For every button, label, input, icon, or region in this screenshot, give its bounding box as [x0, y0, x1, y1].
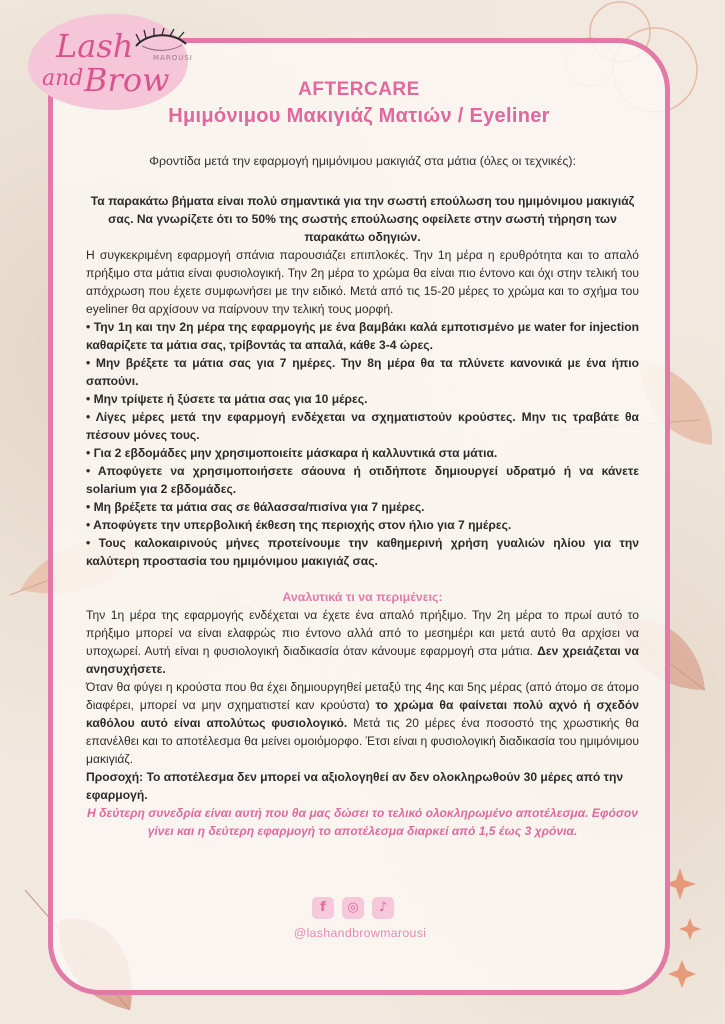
page-subtitle: Ημιμόνιμου Μακιγιάζ Ματιών / Eyeliner [168, 105, 550, 127]
expect-emphasis: Δεν χρειάζεται να ανησυχήσετε. [86, 644, 639, 676]
closing-note: Η δεύτερη συνεδρία είναι αυτή που θα μας δώσει το τελικό ολοκληρωμένο αποτέλεσμα. Εφόσον γίνει και η δεύτερη εφαρμογή το αποτέλεσμα διαρκεί από 1,5 έως 3 χρόνια. [86, 806, 639, 838]
instagram-icon[interactable]: ◎ [342, 897, 364, 919]
info-paragraph: Η συγκεκριμένη εφαρμογή σπάνια παρουσιάζει επιπλοκές. Την 1η μέρα η ερυθρότητα και το απαλό πρήξιμο στα μάτια είναι φυσιολογική. Την 2η μέρα το χρώμα θα είναι πιο έντονο και όχι στην τελική του απόχρωση που έχετε συμφωνήσει με την ειδικό. Μετά από τις 15-20 μέρες το χρώμα και το σχήμα του eyeliner θα αρχίσουν να παίρνουν την τελική τους μορφή. [86, 248, 639, 316]
list-item: • Τους καλοκαιρινούς μήνες προτείνουμε την καθημερινή χρήση γυαλιών ηλίου για την καλύτερη προστασία του ημιμόνιμου μακιγιάζ σας. [86, 536, 639, 568]
logo-text-and: and [42, 66, 84, 91]
list-item: • Για 2 εβδομάδες μην χρησιμοποιείτε μάσκαρα ή καλλυντικά στα μάτια. [86, 446, 498, 460]
section-heading: Αναλυτικά τι να περιμένεις: [282, 590, 443, 604]
expect-paragraph-1 [86, 606, 639, 678]
instructions-body [86, 192, 639, 840]
attention-note: Προσοχή: Το αποτέλεσμα δεν μπορεί να αξιολογηθεί αν δεν ολοκληρωθούν 30 μέρες από την εφαρμογή. [86, 770, 624, 802]
list-item: • Μην βρέξετε τα μάτια σας για 7 ημέρες. Την 8η μέρα θα τα πλύνετε κανονικά με ένα ήπιο σαπούνι. [86, 356, 639, 388]
social-handle: @lashandbrowmarousi [293, 926, 427, 940]
expect-emphasis: το χρώμα θα φαίνεται πολύ αχνό ή σχεδόν καθόλου αυτό είναι απολύτως φυσιολογικό. [86, 698, 639, 730]
lead-paragraph: Τα παρακάτω βήματα είναι πολύ σημαντικά για την σωστή επούλωση του ημιμόνιμου μακιγιάζ σας. Να γνωρίζετε ότι το 50% της σωστής επούλωσης οφείλετε στην σωστή τήρηση των παρακάτω οδηγιών. [90, 194, 635, 244]
list-item: • Μην τρίψετε ή ξύσετε τα μάτια σας για 10 μέρες. [86, 392, 368, 406]
expect-paragraph-2 [86, 678, 639, 768]
list-item: • Λίγες μέρες μετά την εφαρμογή ενδέχεται να σχηματιστούν κρούστες. Μην τις τραβάτε θα πέσουν μόνες τους. [86, 410, 639, 442]
list-item: • Αποφύγετε να χρησιμοποιήσετε σάουνα ή οτιδήποτε δημιουργεί υδρατμό ή να κάνετε solarium για 2 εβδομάδες. [86, 464, 639, 496]
page-title: AFTERCARE [298, 79, 420, 100]
eye-lash-icon [132, 28, 190, 54]
tiktok-icon[interactable]: ♪ [372, 897, 394, 919]
list-item: • Αποφύγετε την υπερβολική έκθεση της περιοχής στον ήλιο για 7 ημέρες. [86, 518, 512, 532]
logo-location: MAROUSI [153, 54, 193, 62]
intro-text: Φροντίδα μετά την εφαρμογή ημιμόνιμου μακιγιάζ στα μάτια (όλες οι τεχνικές): [149, 154, 576, 168]
logo-text-brow: Brow [84, 61, 170, 99]
logo-text-lash: Lash [56, 27, 134, 65]
facebook-icon[interactable]: f [312, 897, 334, 919]
expect-text: Όταν θα φύγει η κρούστα που θα έχει δημιουργηθεί μεταξύ της 4ης και 5ης μέρας (από άτομο σε άτομο διαφέρει, μπορεί να μην σχηματιστεί καν κρούστα) [86, 680, 639, 712]
list-item: • Μη βρέξετε τα μάτια σας σε θάλασσα/πισίνα για 7 ημέρες. [86, 500, 425, 514]
list-item: • Την 1η και την 2η μέρα της εφαρμογής με ένα βαμβάκι καλά εμποτισμένο με water for injection καθαρίζετε τα μάτια σας, τρίβοντάς τα απαλά, κάθε 3-4 ώρες. [86, 320, 639, 352]
expect-text: Μετά τις 20 μέρες ένα ποσοστό της χρωστικής θα επανέλθει και το αποτέλεσμα θα μείνει ομοιόμορφο. Έτσι είναι η φυσιολογική διαδικασία του ημιμόνιμου μακιγιάζ. [86, 716, 639, 766]
social-links [312, 897, 394, 919]
expect-text: Την 1η μέρα της εφαρμογής ενδέχεται να έχετε ένα απαλό πρήξιμο. Την 2η μέρα το πρωί αυτό το πρήξιμο μπορεί να είναι ελαφρώς πιο έντονο αλλά από το μεσημέρι και μετά αυτό θα αρχίσει να υποχωρεί. Αυτή είναι η φυσιολογική διαδικασία όταν κάνουμε εφαρμογή στα μάτια. [86, 608, 639, 658]
